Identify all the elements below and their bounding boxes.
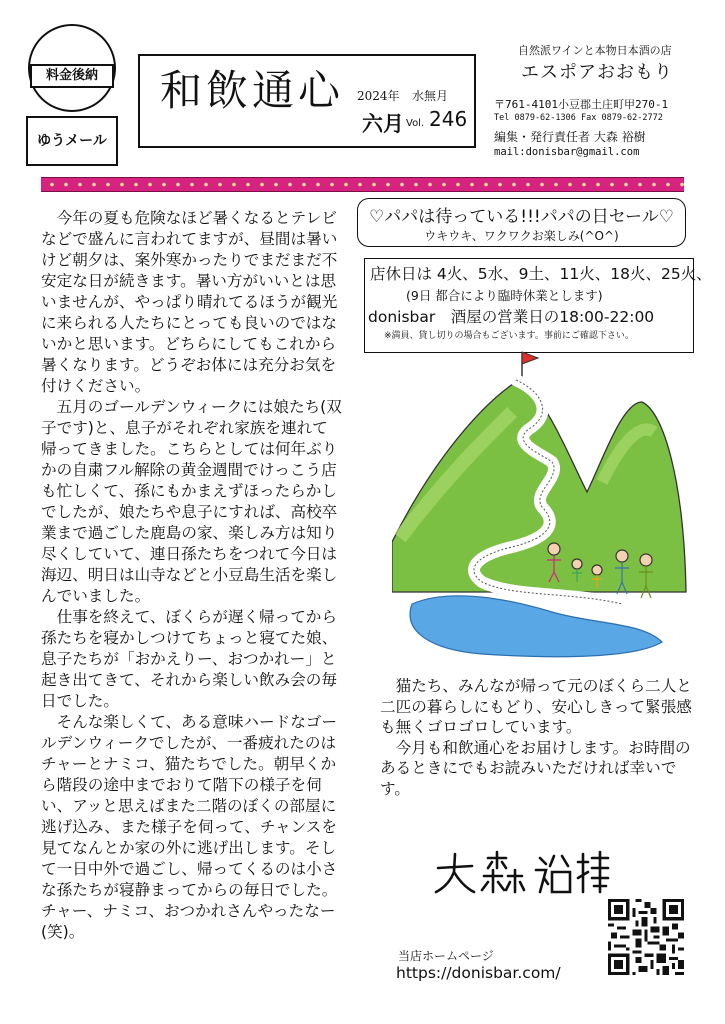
mail-type-label: ゆうメール <box>26 116 118 166</box>
ornamental-band <box>41 177 684 192</box>
essay-paragraph: 五月のゴールデンウィークには娘たち(双子です)と、息子がそれぞれ家族を連れて帰ってきました。こちらとしては何年ぶりかの自粛フル解除の黄金週間でけっこう店も忙しくて、孫にもかまえずほったらかしでしたが、娘たちや息子にすれば、高校卒業まで過ごした鹿島の家、楽しみ方は知り尽くしていて、連日孫たちをつれて今日は海辺、明日は山寺などと小豆島生活を楽しんでいました。 <box>41 398 342 605</box>
shop-name: エスポアおおもり <box>521 62 673 83</box>
issue-volume-number: 246 <box>429 107 468 131</box>
shop-tel-fax: Tel 0879-62-1306 Fax 0879-62-2772 <box>494 113 663 123</box>
closing-paragraph: 猫たち、みんなが帰って元のぼくら二人と二匹の暮らしにもどり、安心しきって緊張感も無くゴロゴロしています。 <box>380 677 692 736</box>
closed-days: 店休日は 4火、5水、9土、11火、18火、25火、 <box>370 265 712 283</box>
closed-days-note: (9日 都合により臨時休業とします) <box>406 288 603 303</box>
shop-address: 〒761-4101小豆郡土庄町甲270-1 <box>494 98 669 111</box>
flag-icon <box>522 352 538 364</box>
homepage-url[interactable]: https://donisbar.com/ <box>396 964 561 982</box>
shop-editor: 編集・発行責任者 大森 裕樹 <box>494 130 646 144</box>
closing-paragraph: 今月も和飲通心をお届けします。お時間のあるときにでもお読みいただければ幸いです。 <box>380 738 691 798</box>
sale-title: ♡パパは待っている!!!パパの日セール♡ <box>369 207 674 227</box>
bar-hours: donisbar 酒屋の営業日の18:00-22:00 <box>368 308 655 326</box>
issue-month-name: 水無月 <box>412 89 449 103</box>
homepage-label: 当店ホームページ <box>398 949 494 963</box>
handwritten-signature <box>432 848 612 898</box>
sale-subtitle: ウキウキ、ワクワクお楽しみ(^O^) <box>424 229 619 243</box>
qr-code-icon[interactable] <box>608 899 684 975</box>
shop-tagline: 自然派ワインと本物日本酒の店 <box>518 44 672 57</box>
issue-volume-label: Vol. <box>406 118 425 129</box>
essay-paragraph: 今年の夏も危険なほど暑くなるとテレビなどで盛んに言われてますが、昼間は暑いけど朝夕は、案外寒かったりでまだまだ不安定な日が続きます。暑い方がいいとは思いませんが、やっぱり晴れてるほうが観光に来られる人たちにとっても良いのではないかと思います。どちらにしてもこれから暑くなります。どうぞお体には充分お気を付けください。 <box>41 209 338 395</box>
reservation-note: ※満員、貸し切りの場合もございます。事前にご確認下さい。 <box>384 331 634 341</box>
essay-paragraph: そんな楽しくて、ある意味ハードなゴールデンウィークでしたが、一番疲れたのはチャーとナミコ、猫たちでした。朝早くから階段の途中までおりて階下の様子を伺い、アッと思えばまた二階のぼくの部屋に逃げ込み、また様子を伺って、チャンスを見てなんとか家の外に逃げ出します。そして一日中外で過ごし、帰ってくるのは小さな孫たちが寝静まってからの毎日でした。チャー、ナミコ、おつかれさんやったなー(笑)。 <box>41 713 338 941</box>
newsletter-title: 和飲通心 <box>160 66 345 115</box>
closing-text <box>380 676 700 799</box>
mountain-illustration <box>392 342 688 660</box>
shop-email: mail:donisbar@gmail.com <box>494 146 640 158</box>
postage-fee-label: 料金後納 <box>30 64 114 88</box>
issue-month: 六月 <box>362 111 404 136</box>
essay-paragraph: 仕事を終えて、ぼくらが遅く帰ってから孫たちを寝かしつけてちょっと寝てた娘、息子たちが「おかえりー、おつかれー」と起き出てきて、それから楽しい飲み会の毎日でした。 <box>41 608 338 710</box>
essay-column <box>41 208 343 943</box>
issue-year: 2024年 <box>357 89 400 103</box>
